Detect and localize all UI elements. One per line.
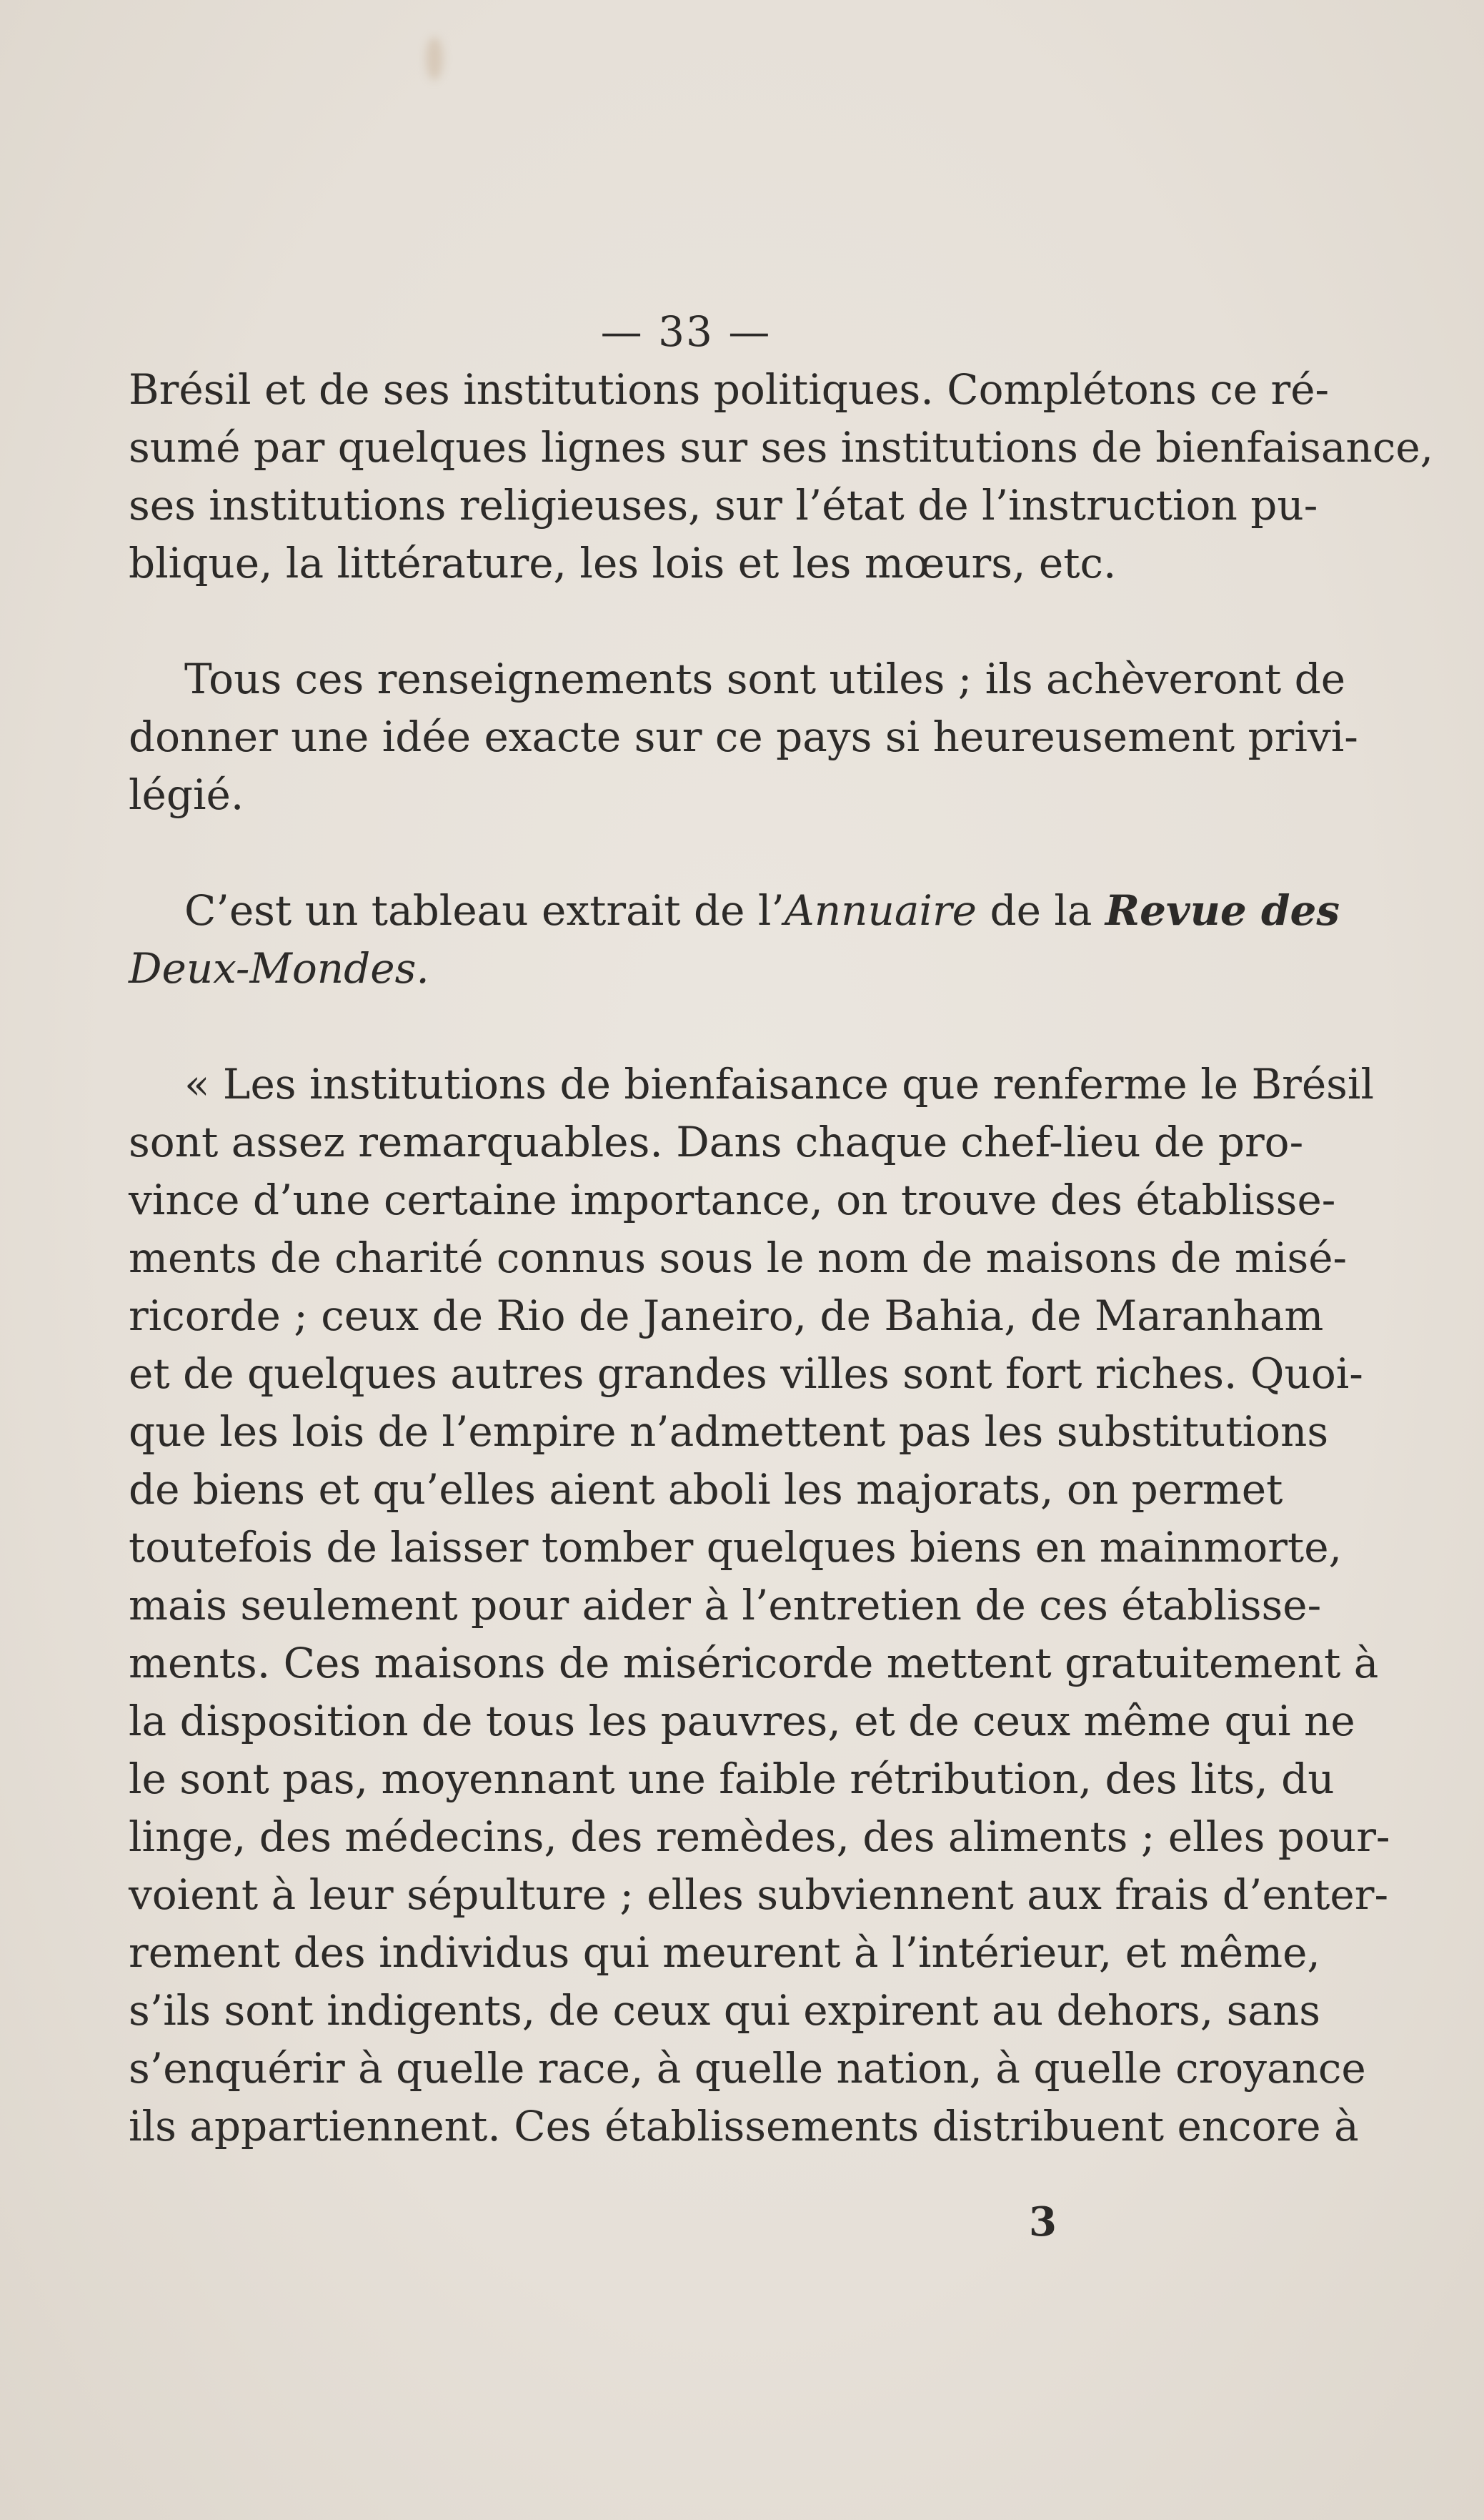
text-segment: de la — [977, 886, 1105, 935]
text-line — [129, 940, 1182, 998]
text-line: blique, la littérature, les lois et les mœurs, etc. — [129, 539, 1117, 587]
text-line: toutefois de laisser tomber quelques biens en mainmorte, — [129, 1523, 1343, 1572]
signature-mark: 3 — [1029, 2198, 1057, 2246]
text-line: ils appartiennent. Ces établissements distribuent encore à — [129, 2102, 1359, 2151]
text-line: le sont pas, moyennant une faible rétribution, des lits, du — [129, 1755, 1335, 1803]
text-line: s’enquérir à quelle race, à quelle nation, à quelle croyance — [129, 2044, 1366, 2093]
text-line: mais seulement pour aider à l’entretien de ces établisse- — [129, 1581, 1322, 1629]
body-text — [129, 361, 1434, 2156]
italic-title-annuaire: Annuaire — [784, 886, 977, 935]
text-line: sont assez remarquables. Dans chaque chef-lieu de pro- — [129, 1118, 1304, 1166]
text-line: ses institutions religieuses, sur l’état de l’instruction pu- — [129, 481, 1318, 530]
paragraph-3 — [129, 882, 1340, 998]
italic-title-revue: Revue des — [1105, 886, 1340, 935]
text-line: sumé par quelques lignes sur ses institutions de bienfaisance, — [129, 423, 1434, 472]
paragraph-1 — [129, 361, 1434, 592]
text-line: donner une idée exacte sur ce pays si heureusement privi- — [129, 713, 1358, 761]
page-number: — 33 — — [600, 307, 772, 356]
text-line: linge, des médecins, des remèdes, des aliments ; elles pour- — [129, 1812, 1390, 1861]
paragraph-4 — [129, 1056, 1390, 2156]
text-line: s’ils sont indigents, de ceux qui expirent au dehors, sans — [129, 1986, 1321, 2035]
text-line — [129, 882, 1340, 940]
text-line: Brésil et de ses institutions politiques. Complétons ce ré- — [129, 365, 1330, 414]
italic-title-deux-mondes: Deux-Mondes. — [129, 944, 429, 993]
text-line: la disposition de tous les pauvres, et de ceux même qui ne — [129, 1697, 1355, 1745]
text-line: ments de charité connus sous le nom de maisons de misé- — [129, 1234, 1348, 1282]
text-line: ments. Ces maisons de miséricorde mettent gratuitement à — [129, 1639, 1379, 1687]
text-line: rement des individus qui meurent à l’intérieur, et même, — [129, 1928, 1320, 1977]
text-line: « Les institutions de bienfaisance que renferme le Brésil — [184, 1060, 1375, 1108]
text-line: légié. — [129, 770, 244, 819]
text-line: de biens et qu’elles aient aboli les majorats, on permet — [129, 1465, 1283, 1514]
text-line: que les lois de l’empire n’admettent pas les substitutions — [129, 1407, 1329, 1456]
text-segment: C’est un tableau extrait de l’ — [184, 886, 785, 935]
text-line: vince d’une certaine importance, on trouve des établisse- — [129, 1176, 1336, 1224]
paragraph-2 — [129, 650, 1358, 824]
text-line: Tous ces renseignements sont utiles ; ils achèveront de — [184, 655, 1346, 703]
text-line: voient à leur sépulture ; elles subviennent aux frais d’enter- — [129, 1870, 1389, 1919]
text-line: et de quelques autres grandes villes sont fort riches. Quoi- — [129, 1349, 1363, 1398]
paper-stain — [426, 37, 443, 80]
text-line: ricorde ; ceux de Rio de Janeiro, de Bahia, de Maranham — [129, 1291, 1324, 1340]
